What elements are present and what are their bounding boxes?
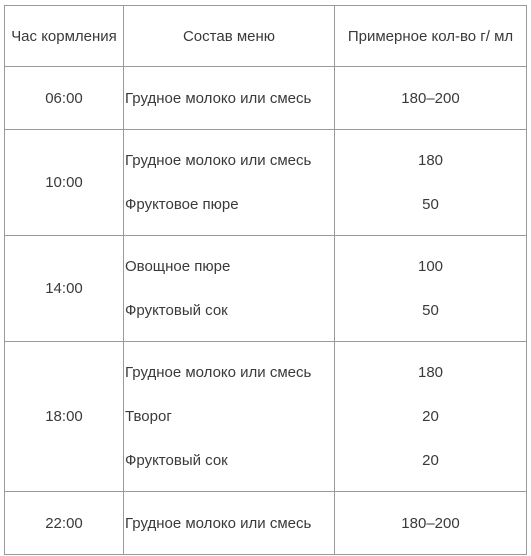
menu-amount: 180	[417, 152, 444, 169]
menu-cell	[124, 236, 335, 342]
menu-cell	[124, 67, 335, 130]
menu-amount: 180	[417, 364, 444, 381]
menu-item: Фруктовый сок	[125, 452, 228, 469]
feeding-schedule-table	[4, 5, 527, 555]
header-amount: Примерное кол-во г/ мл	[335, 6, 527, 67]
feeding-time: 06:00	[5, 67, 124, 130]
header-menu: Состав меню	[124, 6, 335, 67]
amount-cell	[335, 67, 527, 130]
amount-cell	[335, 492, 527, 555]
feeding-time: 22:00	[5, 492, 124, 555]
menu-item: Грудное молоко или смесь	[125, 152, 312, 169]
menu-item: Грудное молоко или смесь	[125, 89, 312, 107]
table-row	[5, 342, 527, 492]
feeding-time: 14:00	[5, 236, 124, 342]
amount-cell	[335, 236, 527, 342]
feeding-time: 18:00	[5, 342, 124, 492]
header-row	[5, 6, 527, 67]
table-row	[5, 130, 527, 236]
menu-item: Овощное пюре	[125, 258, 231, 275]
menu-amount: 20	[422, 408, 439, 425]
header-time: Час кормления	[5, 6, 124, 67]
menu-amount: 50	[422, 196, 439, 213]
table-row	[5, 492, 527, 555]
menu-cell	[124, 492, 335, 555]
menu-cell	[124, 130, 335, 236]
menu-item: Творог	[125, 408, 172, 425]
table-body	[5, 67, 527, 555]
table-header	[5, 6, 527, 67]
menu-item: Фруктовый сок	[125, 302, 228, 319]
menu-item: Фруктовое пюре	[125, 196, 239, 213]
amount-cell	[335, 130, 527, 236]
menu-amount: 100	[417, 258, 444, 275]
menu-amount: 180–200	[401, 89, 460, 107]
menu-amount: 50	[422, 302, 439, 319]
menu-cell	[124, 342, 335, 492]
menu-item: Грудное молоко или смесь	[125, 364, 312, 381]
feeding-time: 10:00	[5, 130, 124, 236]
amount-cell	[335, 342, 527, 492]
menu-item: Грудное молоко или смесь	[125, 514, 312, 532]
table-row	[5, 67, 527, 130]
table-row	[5, 236, 527, 342]
menu-amount: 180–200	[401, 514, 460, 532]
menu-amount: 20	[422, 452, 439, 469]
